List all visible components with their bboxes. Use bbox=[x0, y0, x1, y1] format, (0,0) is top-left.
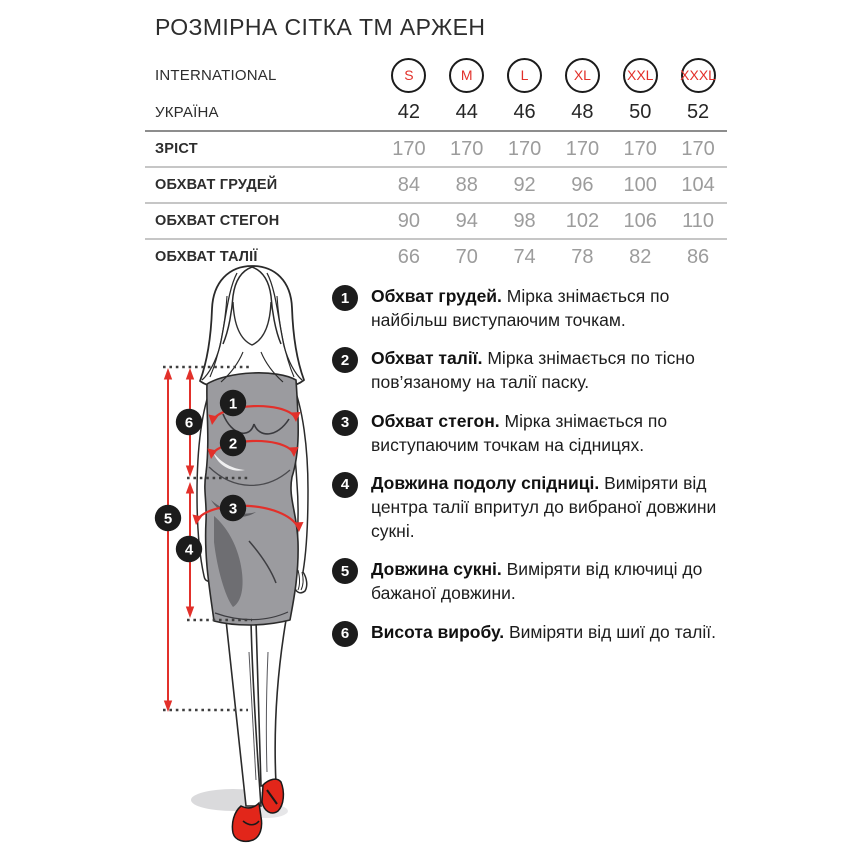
legend-term: Висота виробу. bbox=[371, 621, 505, 642]
legend-description: Виміряти від центра талії впритул до вибраної довжини сукні. bbox=[371, 472, 717, 542]
measurement-value: 170 bbox=[681, 137, 715, 160]
measurement-row-label: ЗРІСТ bbox=[155, 141, 198, 157]
measurement-value: 170 bbox=[507, 137, 542, 160]
size-badge-xl: XL bbox=[565, 58, 600, 93]
legend-item bbox=[332, 471, 734, 543]
size-cell bbox=[380, 58, 438, 93]
legend-item bbox=[332, 346, 734, 394]
figure-marker-6: 6 bbox=[184, 414, 194, 432]
legend-marker: 2 bbox=[332, 347, 358, 373]
measurement-row-label: ОБХВАТ ГРУДЕЙ bbox=[155, 177, 278, 193]
row-label-international: INTERNATIONAL bbox=[155, 66, 277, 84]
legend-item bbox=[332, 409, 734, 457]
measurement-value: 104 bbox=[681, 173, 715, 196]
figure-illustration bbox=[140, 262, 340, 850]
row-label-ukraine: УКРАЇНА bbox=[155, 103, 219, 121]
legend-description: Мірка знімається по тісно пов’язаному на талії паску. bbox=[371, 348, 695, 393]
legend-description: Виміряти від шиї до талії. bbox=[508, 621, 716, 642]
ukraine-size-value: 50 bbox=[629, 100, 652, 123]
measurement-value: 170 bbox=[392, 137, 426, 160]
measurement-value: 92 bbox=[513, 173, 536, 196]
measurement-value: 86 bbox=[686, 245, 710, 268]
measurement-value: 170 bbox=[450, 137, 484, 160]
ukraine-size-value: 42 bbox=[397, 100, 421, 123]
measurement-value: 96 bbox=[571, 173, 594, 196]
ukraine-size-value: 44 bbox=[455, 100, 478, 123]
figure-marker-3: 3 bbox=[228, 500, 238, 518]
measurement-value: 70 bbox=[455, 245, 478, 268]
size-cell bbox=[611, 58, 669, 93]
size-badge-s: S bbox=[391, 58, 426, 93]
figure-marker-5: 5 bbox=[163, 510, 173, 528]
legend-text bbox=[371, 557, 723, 605]
measurement-rows bbox=[145, 130, 727, 274]
face bbox=[232, 282, 272, 342]
legend-marker: 1 bbox=[332, 285, 358, 311]
legend-marker: 4 bbox=[332, 472, 358, 498]
measurement-value: 94 bbox=[455, 209, 478, 232]
measurement-value: 84 bbox=[397, 173, 421, 196]
size-badge-l: L bbox=[507, 58, 542, 93]
legend-term: Обхват талії. bbox=[371, 348, 483, 369]
table-row-international bbox=[145, 56, 727, 94]
figure-marker-1: 1 bbox=[228, 395, 238, 413]
legend-term: Довжина сукні. bbox=[371, 559, 502, 580]
legend-marker: 6 bbox=[332, 621, 358, 647]
legend-term: Обхват грудей. bbox=[371, 286, 502, 306]
size-badge-xxxl: XXXL bbox=[681, 58, 716, 93]
size-cell bbox=[669, 58, 727, 93]
table-row bbox=[145, 166, 727, 202]
page-title: РОЗМІРНА СІТКА ТМ АРЖЕН bbox=[155, 14, 486, 40]
measurement-value: 90 bbox=[397, 209, 421, 232]
figure-marker-4: 4 bbox=[184, 541, 194, 559]
size-cell bbox=[496, 58, 554, 93]
legend-description: Виміряти від ключиці до бажаної довжини. bbox=[371, 559, 703, 604]
size-cell bbox=[553, 58, 611, 93]
measurement-value: 78 bbox=[571, 245, 594, 268]
legend-text bbox=[371, 346, 723, 394]
measurement-row-label: ОБХВАТ СТЕГОН bbox=[155, 213, 280, 229]
legend-list bbox=[332, 284, 734, 661]
legend-term: Довжина подолу спідниці. bbox=[371, 472, 600, 493]
measurement-value: 106 bbox=[623, 209, 657, 232]
legend-item bbox=[332, 620, 734, 647]
measurement-value: 88 bbox=[455, 173, 478, 196]
measurement-value: 98 bbox=[513, 209, 536, 232]
legend-text bbox=[371, 409, 723, 457]
table-row-ukraine bbox=[145, 94, 727, 130]
size-badge-xxl: XXL bbox=[623, 58, 658, 93]
legend-description: Мірка знімається по найбільш виступаючим точкам. bbox=[371, 286, 670, 331]
measurement-row-label: ОБХВАТ ТАЛІЇ bbox=[155, 249, 258, 265]
measurement-value: 66 bbox=[397, 245, 421, 268]
figure-marker-2: 2 bbox=[228, 435, 238, 453]
legend-item bbox=[332, 557, 734, 605]
legend-text bbox=[371, 620, 723, 647]
measurement-value: 170 bbox=[565, 137, 600, 160]
legend-text bbox=[371, 284, 723, 332]
legend-item bbox=[332, 284, 734, 332]
legend-marker: 3 bbox=[332, 410, 358, 436]
measurement-value: 74 bbox=[513, 245, 536, 268]
measurement-value: 102 bbox=[565, 209, 600, 232]
ukraine-size-value: 48 bbox=[571, 100, 594, 123]
legend-text bbox=[371, 471, 723, 543]
legend-description: Мірка знімається по виступаючим точкам на сідницях. bbox=[371, 410, 668, 455]
size-badge-m: M bbox=[449, 58, 484, 93]
measurement-value: 170 bbox=[623, 137, 657, 160]
legend-marker: 5 bbox=[332, 558, 358, 584]
ukraine-size-value: 52 bbox=[686, 100, 710, 123]
measurement-value: 110 bbox=[682, 209, 715, 232]
measurement-value: 82 bbox=[629, 245, 652, 268]
size-table bbox=[145, 56, 727, 274]
measurement-value: 100 bbox=[623, 173, 657, 196]
size-cell bbox=[438, 58, 496, 93]
ukraine-size-value: 46 bbox=[513, 100, 536, 123]
legend-term: Обхват стегон. bbox=[371, 410, 500, 431]
table-row bbox=[145, 130, 727, 166]
table-row bbox=[145, 202, 727, 238]
